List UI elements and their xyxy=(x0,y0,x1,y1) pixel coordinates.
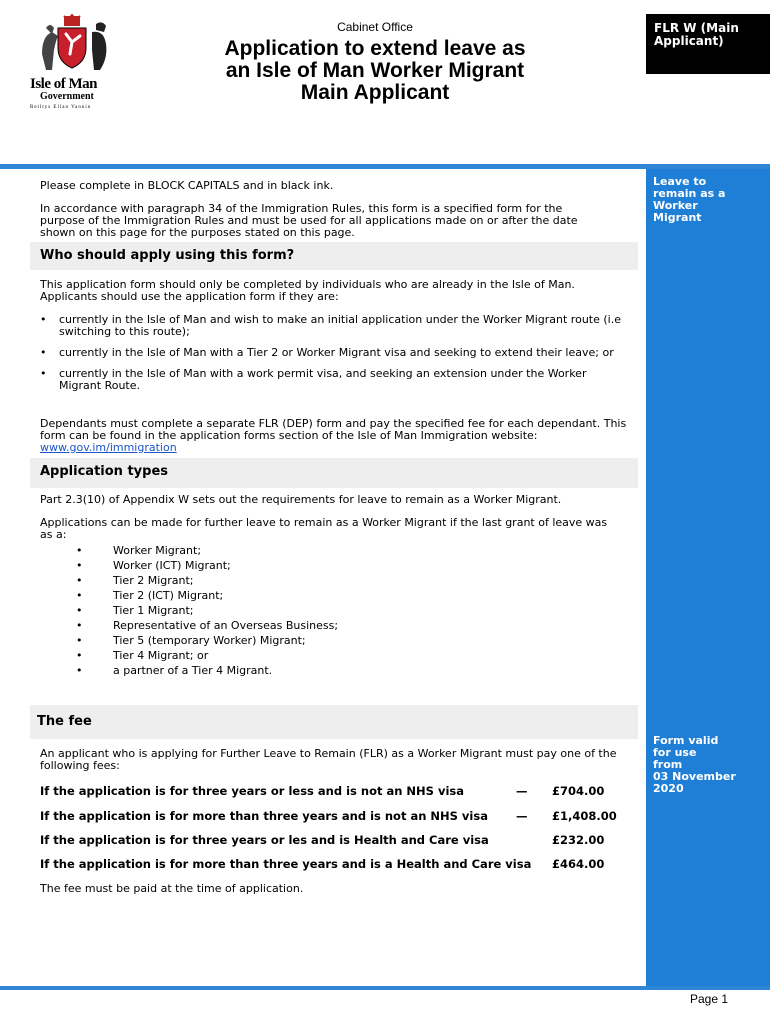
side-leave-line-2: remain as a xyxy=(653,187,726,200)
side-valid-line-5: 2020 xyxy=(653,782,684,795)
side-leave-line-1: Leave to xyxy=(653,175,707,188)
form-code-line-2: Applicant) xyxy=(654,34,724,48)
list-item: • Tier 2 (ICT) Migrant; xyxy=(40,588,630,603)
types-paragraph-1: Part 2.3(10) of Appendix W sets out the requirements for leave to remain as a Worker Migrant. xyxy=(40,493,562,506)
heading-application-types: Application types xyxy=(40,464,168,479)
logo-line-3: Reiltys Ellan Vannin xyxy=(30,105,92,110)
list-item: • Representative of an Overseas Business; xyxy=(40,618,630,633)
fee-row-amount: £464.00 xyxy=(552,857,605,871)
page-title xyxy=(170,38,580,104)
page-number: Page 1 xyxy=(690,992,729,1006)
logo-wordmark xyxy=(30,76,120,110)
title-line-2: an Isle of Man Worker Migrant xyxy=(225,59,525,82)
fee-row xyxy=(40,809,640,823)
list-item: • Worker (ICT) Migrant; xyxy=(40,558,630,573)
logo-line-1: Isle of Man xyxy=(30,76,97,92)
section-band-fee xyxy=(30,705,638,739)
dependants-text: Dependants must complete a separate FLR (DEP) form and pay the specified fee for each dependant. This form can be found in the application forms section of the Isle of Man Immigration website: xyxy=(40,417,627,442)
fee-paragraph: An applicant who is applying for Further Leave to Remain (FLR) as a Worker Migrant must pay one of the following fees: xyxy=(40,747,617,772)
side-valid-line-3: from xyxy=(653,758,683,771)
who-paragraph: This application form should only be completed by individuals who are already in the Isle of Man. Applicants should use the application form if they are: xyxy=(40,278,575,303)
fee-row-amount: £704.00 xyxy=(552,784,605,798)
fee-note: The fee must be paid at the time of application. xyxy=(40,882,304,895)
list-item: • currently in the Isle of Man and wish to make an initial application under the Worker Migrant route (i.e switching to this route); xyxy=(40,314,630,338)
logo-line-2: Government xyxy=(40,91,94,102)
side-panel xyxy=(646,164,770,988)
immigration-website-link[interactable]: www.gov.im/immigration xyxy=(40,441,177,454)
fee-row-dash: — xyxy=(516,809,528,823)
top-divider xyxy=(0,164,770,169)
list-item: • currently in the Isle of Man with a Tier 2 or Worker Migrant visa and seeking to extend their leave; or xyxy=(40,347,630,359)
title-line-3: Main Applicant xyxy=(300,81,450,104)
title-line-1: Application to extend leave as xyxy=(224,37,526,60)
fee-row-label: If the application is for more than three years and is not an NHS visa xyxy=(40,809,488,823)
crest-icon xyxy=(30,14,120,76)
fee-row-label: If the application is for more than three years and is a Health and Care visa xyxy=(40,857,532,871)
types-paragraph-2: Applications can be made for further leave to remain as a Worker Migrant if the last grant of leave was as a: xyxy=(40,516,608,541)
list-item: • Tier 1 Migrant; xyxy=(40,603,630,618)
list-item: • Tier 5 (temporary Worker) Migrant; xyxy=(40,633,630,648)
list-item: • currently in the Isle of Man with a work permit visa, and seeking an extension under the Worker Migrant Route. xyxy=(40,368,630,392)
fee-row-label: If the application is for three years or les and is Health and Care visa xyxy=(40,833,489,847)
types-list xyxy=(40,543,630,678)
form-code-line-1: FLR W (Main xyxy=(654,21,739,35)
intro-paragraph: In accordance with paragraph 34 of the Immigration Rules, this form is a specified form for the purpose of the Immigration Rules and must be used for all applications made on or after the date shown on this page for the purposes stated on this page. xyxy=(40,202,578,239)
dependants-paragraph xyxy=(40,418,630,454)
list-item: • Tier 4 Migrant; or xyxy=(40,648,630,663)
fee-row-label: If the application is for three years or less and is not an NHS visa xyxy=(40,784,464,798)
fee-row-amount: £1,408.00 xyxy=(552,809,617,823)
form-code-box xyxy=(646,14,770,74)
list-item: • Tier 2 Migrant; xyxy=(40,573,630,588)
department-name: Cabinet Office xyxy=(337,20,413,34)
side-leave-line-3: Worker xyxy=(653,199,698,212)
intro-instruction: Please complete in BLOCK CAPITALS and in black ink. xyxy=(40,179,334,192)
list-item: • Worker Migrant; xyxy=(40,543,630,558)
fee-row-amount: £232.00 xyxy=(552,833,605,847)
bottom-divider xyxy=(0,986,770,990)
side-label-valid xyxy=(653,735,763,795)
who-bullet-list xyxy=(40,314,630,401)
side-valid-line-1: Form valid xyxy=(653,734,719,747)
fee-row xyxy=(40,833,640,847)
side-valid-line-4: 03 November xyxy=(653,770,736,783)
fee-row xyxy=(40,784,640,798)
side-label-leave xyxy=(653,176,763,224)
fee-row-dash: — xyxy=(516,784,528,798)
side-leave-line-4: Migrant xyxy=(653,211,702,224)
heading-the-fee: The fee xyxy=(37,714,92,729)
fee-row xyxy=(40,857,640,871)
side-valid-line-2: for use xyxy=(653,746,697,759)
list-item: • a partner of a Tier 4 Migrant. xyxy=(40,663,630,678)
heading-who-should-apply: Who should apply using this form? xyxy=(40,248,295,263)
